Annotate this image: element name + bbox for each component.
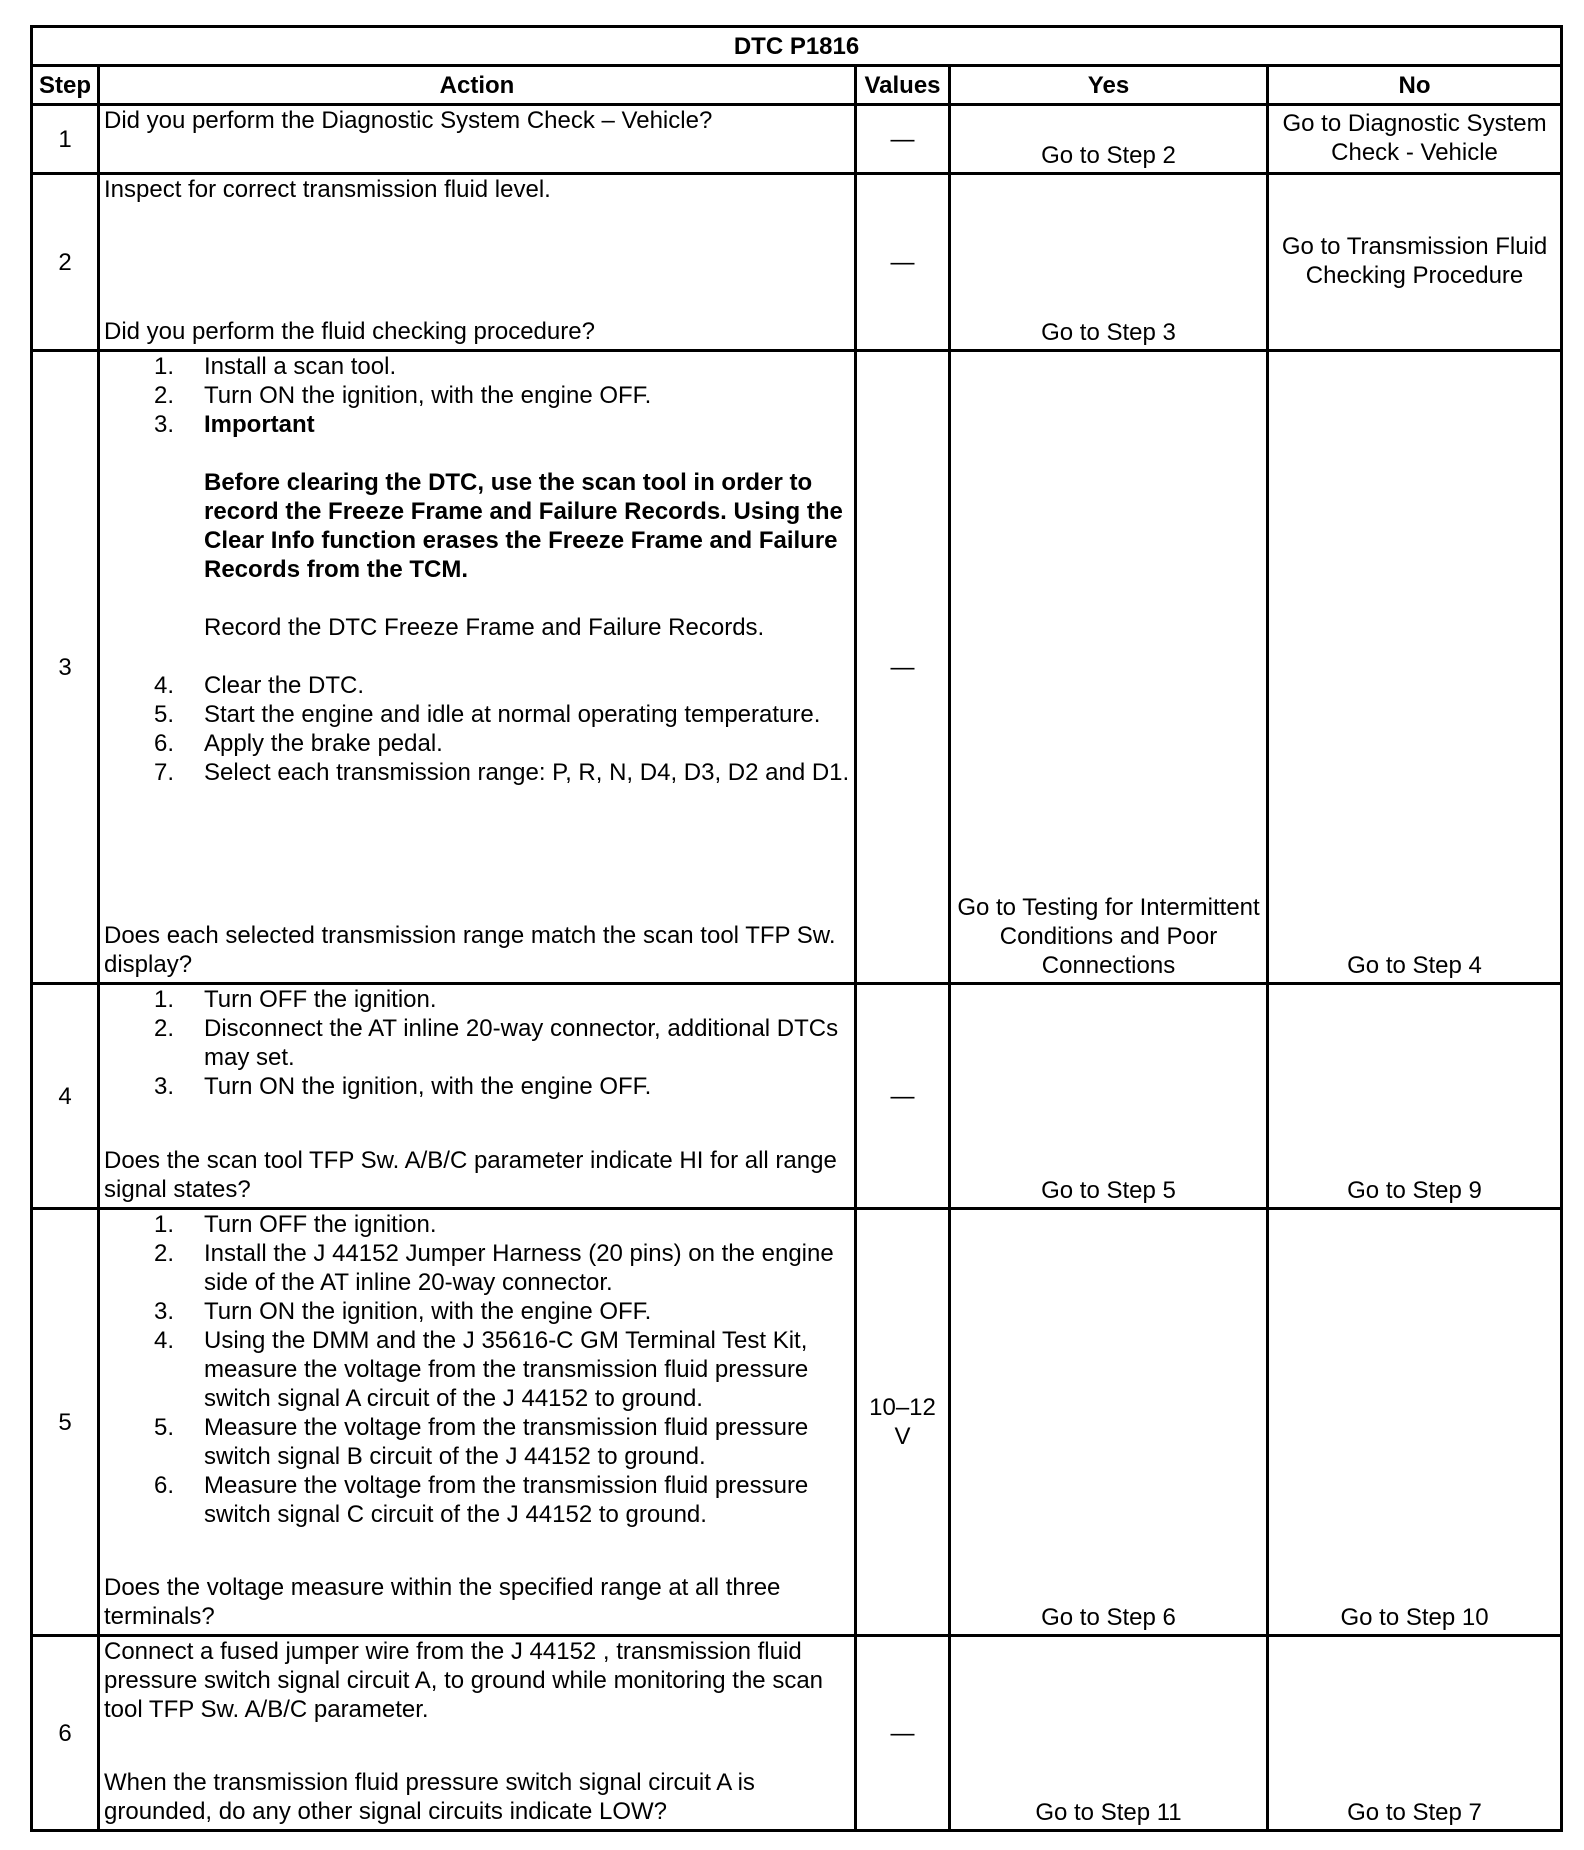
list-item: 7. Select each transmission range: P, R, N, D4, D3, D2 and D1. [154,759,850,786]
list-item: 1. Turn OFF the ignition. [154,1211,437,1238]
step-list [104,985,850,1101]
yes-cell: Go to Step 11 [950,1636,1268,1831]
list-item: 1. Install a scan tool. [154,353,397,380]
list-item: 4. Clear the DTC. [154,672,365,699]
step-list [104,352,850,439]
yes-cell: Go to Testing for Intermittent Conditions and Poor Connections [950,351,1268,984]
header-row [32,66,1562,105]
yes-cell: Go to Step 6 [950,1209,1268,1636]
action-cell [99,1636,856,1831]
value-cell: 10–12 V [856,1209,950,1636]
action-cell [99,174,856,351]
action-intro: Inspect for correct transmission fluid level. [104,176,551,203]
table-row [32,105,1562,174]
no-cell: Go to Diagnostic System Check - Vehicle [1268,105,1562,174]
action-question: Does the voltage measure within the specified range at all three terminals? [104,1574,781,1630]
value-cell: — [856,105,950,174]
list-item: 1. Turn OFF the ignition. [154,986,437,1013]
table-title: DTC P1816 [32,27,1562,66]
table-row [32,1636,1562,1831]
no-cell: Go to Step 10 [1268,1209,1562,1636]
step-number: 3 [32,351,99,984]
list-item: 2. Turn ON the ignition, with the engine OFF. [154,382,652,409]
list-item: 2. Install the J 44152 Jumper Harness (20 pins) on the engine side of the AT inline 20-way connector. [154,1240,834,1296]
important-note: Before clearing the DTC, use the scan tool in order to record the Freeze Frame and Failure Records. Using the Clear Info function erases the Freeze Frame and Failure Records from the TCM. [204,469,843,583]
no-cell: Go to Step 7 [1268,1636,1562,1831]
list-item: 3. Turn ON the ignition, with the engine OFF. [154,1298,652,1325]
list-item: 5. Measure the voltage from the transmission fluid pressure switch signal B circuit of the J 44152 to ground. [154,1414,809,1470]
header-yes: Yes [950,66,1268,105]
header-no: No [1268,66,1562,105]
step-number: 6 [32,1636,99,1831]
list-item: 4. Using the DMM and the J 35616-C GM Terminal Test Kit, measure the voltage from the transmission fluid pressure switch signal A circuit of the J 44152 to ground. [154,1327,809,1412]
diagnostic-table [30,25,1563,1832]
table-row [32,351,1562,984]
value-cell: — [856,984,950,1209]
list-item: 3. Important [154,411,315,438]
list-item: 6. Measure the voltage from the transmission fluid pressure switch signal C circuit of the J 44152 to ground. [154,1472,809,1528]
no-cell: Go to Transmission Fluid Checking Procedure [1268,174,1562,351]
step-number: 4 [32,984,99,1209]
no-cell: Go to Step 9 [1268,984,1562,1209]
action-question: Does the scan tool TFP Sw. A/B/C parameter indicate HI for all range signal states? [104,1147,837,1203]
list-item: 2. Disconnect the AT inline 20-way connector, additional DTCs may set. [154,1015,839,1071]
list-item: 5. Start the engine and idle at normal operating temperature. [154,701,821,728]
action-text: Did you perform the Diagnostic System Check – Vehicle? [99,105,856,174]
step-number: 2 [32,174,99,351]
header-step: Step [32,66,99,105]
no-cell: Go to Step 4 [1268,351,1562,984]
action-cell [99,984,856,1209]
action-question: Did you perform the fluid checking procedure? [104,318,595,345]
action-intro: Connect a fused jumper wire from the J 44152 , transmission fluid pressure switch signal circuit A, to ground while monitoring the scan tool TFP Sw. A/B/C parameter. [104,1638,824,1723]
yes-cell: Go to Step 2 [950,105,1268,174]
step-number: 1 [32,105,99,174]
header-values: Values [856,66,950,105]
value-cell: — [856,174,950,351]
record-instruction: Record the DTC Freeze Frame and Failure Records. [204,614,765,641]
value-cell: — [856,1636,950,1831]
list-item: 6. Apply the brake pedal. [154,730,443,757]
action-cell [99,351,856,984]
list-item: 3. Turn ON the ignition, with the engine OFF. [154,1073,652,1100]
value-cell: — [856,351,950,984]
step-number: 5 [32,1209,99,1636]
header-action: Action [99,66,856,105]
action-question: When the transmission fluid pressure switch signal circuit A is grounded, do any other signal circuits indicate LOW? [104,1769,755,1825]
table-row [32,174,1562,351]
table-row [32,1209,1562,1636]
action-cell [99,1209,856,1636]
step-list [104,1210,850,1529]
yes-cell: Go to Step 5 [950,984,1268,1209]
step-list [104,671,850,787]
yes-cell: Go to Step 3 [950,174,1268,351]
action-question: Does each selected transmission range match the scan tool TFP Sw. display? [104,922,836,978]
table-row [32,984,1562,1209]
